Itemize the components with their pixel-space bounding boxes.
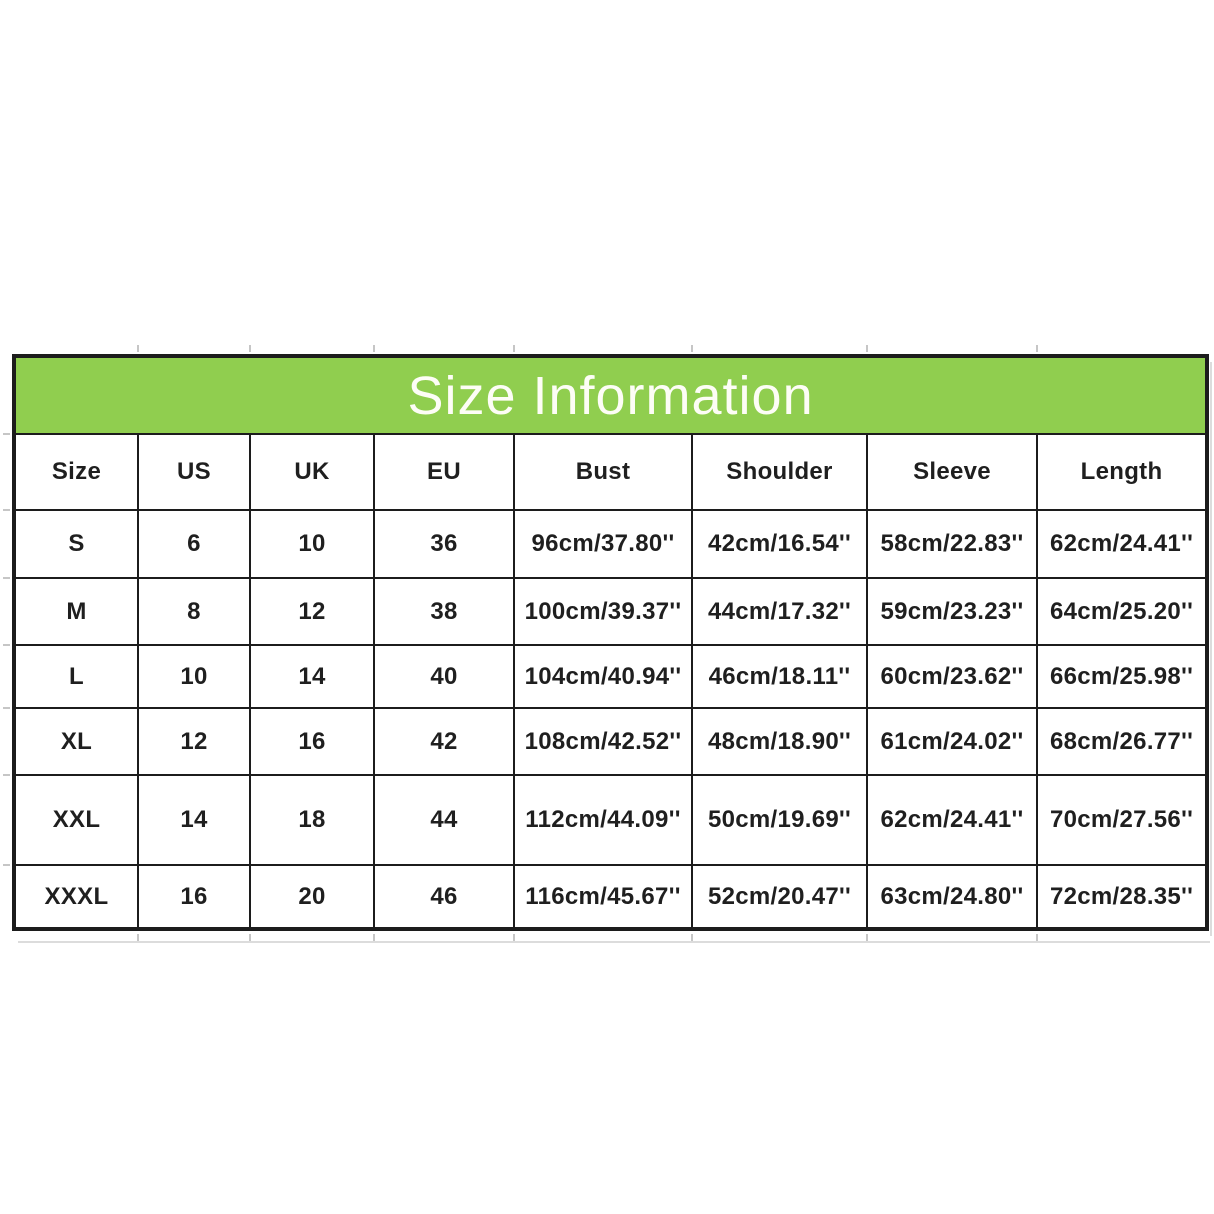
cell-shoulder: 52cm/20.47'': [692, 865, 867, 929]
cell-bust: 96cm/37.80'': [514, 510, 692, 578]
cell-bust: 116cm/45.67'': [514, 865, 692, 929]
cell-us: 10: [138, 645, 250, 708]
gridline-stub: [3, 644, 10, 646]
gridline-stub: [249, 345, 251, 352]
gridline-stub: [137, 345, 139, 352]
col-header-us: US: [138, 434, 250, 510]
table-row-l: [14, 645, 1207, 708]
cell-shoulder: 42cm/16.54'': [692, 510, 867, 578]
cell-length: 68cm/26.77'': [1037, 708, 1207, 775]
cell-size: XXXL: [14, 865, 138, 929]
cell-size: L: [14, 645, 138, 708]
cell-us: 14: [138, 775, 250, 865]
cell-length: 66cm/25.98'': [1037, 645, 1207, 708]
cell-sleeve: 59cm/23.23'': [867, 578, 1037, 645]
cell-bust: 104cm/40.94'': [514, 645, 692, 708]
table-row-xxl: [14, 775, 1207, 865]
cell-eu: 46: [374, 865, 514, 929]
cell-length: 70cm/27.56'': [1037, 775, 1207, 865]
gridline-stub: [1036, 934, 1038, 941]
cell-sleeve: 61cm/24.02'': [867, 708, 1037, 775]
table-bottom-shadow-line: [18, 941, 1210, 943]
gridline-stub: [137, 934, 139, 941]
gridline-stub: [3, 864, 10, 866]
cell-sleeve: 58cm/22.83'': [867, 510, 1037, 578]
cell-uk: 10: [250, 510, 374, 578]
cell-uk: 18: [250, 775, 374, 865]
cell-uk: 20: [250, 865, 374, 929]
gridline-stub: [373, 345, 375, 352]
cell-eu: 36: [374, 510, 514, 578]
title-bar: [14, 356, 1207, 434]
table-row-xxxl: [14, 865, 1207, 929]
cell-shoulder: 46cm/18.11'': [692, 645, 867, 708]
gridline-stub: [513, 934, 515, 941]
cell-length: 72cm/28.35'': [1037, 865, 1207, 929]
table-row-xl: [14, 708, 1207, 775]
gridline-stub: [3, 577, 10, 579]
cell-uk: 16: [250, 708, 374, 775]
cell-bust: 100cm/39.37'': [514, 578, 692, 645]
cell-size: XL: [14, 708, 138, 775]
cell-us: 12: [138, 708, 250, 775]
gridline-stub: [3, 707, 10, 709]
gridline-stub: [3, 433, 10, 435]
gridline-stub: [691, 934, 693, 941]
gridline-stub: [3, 509, 10, 511]
cell-eu: 40: [374, 645, 514, 708]
col-header-eu: EU: [374, 434, 514, 510]
gridline-stub: [1036, 345, 1038, 352]
cell-eu: 44: [374, 775, 514, 865]
size-information-table: [12, 354, 1209, 931]
col-header-uk: UK: [250, 434, 374, 510]
cell-eu: 42: [374, 708, 514, 775]
cell-shoulder: 50cm/19.69'': [692, 775, 867, 865]
cell-shoulder: 44cm/17.32'': [692, 578, 867, 645]
cell-us: 16: [138, 865, 250, 929]
cell-uk: 14: [250, 645, 374, 708]
cell-size: XXL: [14, 775, 138, 865]
cell-sleeve: 63cm/24.80'': [867, 865, 1037, 929]
gridline-stub: [3, 774, 10, 776]
gridline-stub: [513, 345, 515, 352]
cell-length: 64cm/25.20'': [1037, 578, 1207, 645]
cell-size: S: [14, 510, 138, 578]
table-right-shadow-line: [1210, 362, 1212, 936]
table-row-s: [14, 510, 1207, 578]
col-header-shoulder: Shoulder: [692, 434, 867, 510]
cell-length: 62cm/24.41'': [1037, 510, 1207, 578]
gridline-stub: [249, 934, 251, 941]
cell-bust: 108cm/42.52'': [514, 708, 692, 775]
cell-sleeve: 60cm/23.62'': [867, 645, 1037, 708]
cell-bust: 112cm/44.09'': [514, 775, 692, 865]
gridline-stub: [691, 345, 693, 352]
gridline-stub: [866, 934, 868, 941]
cell-eu: 38: [374, 578, 514, 645]
table-row-m: [14, 578, 1207, 645]
gridline-stub: [373, 934, 375, 941]
cell-uk: 12: [250, 578, 374, 645]
gridline-stub: [866, 345, 868, 352]
col-header-bust: Bust: [514, 434, 692, 510]
cell-us: 6: [138, 510, 250, 578]
col-header-length: Length: [1037, 434, 1207, 510]
col-header-size: Size: [14, 434, 138, 510]
cell-sleeve: 62cm/24.41'': [867, 775, 1037, 865]
cell-shoulder: 48cm/18.90'': [692, 708, 867, 775]
page-title: Size Information: [14, 356, 1207, 434]
cell-us: 8: [138, 578, 250, 645]
cell-size: M: [14, 578, 138, 645]
header-row: [14, 434, 1207, 510]
col-header-sleeve: Sleeve: [867, 434, 1037, 510]
